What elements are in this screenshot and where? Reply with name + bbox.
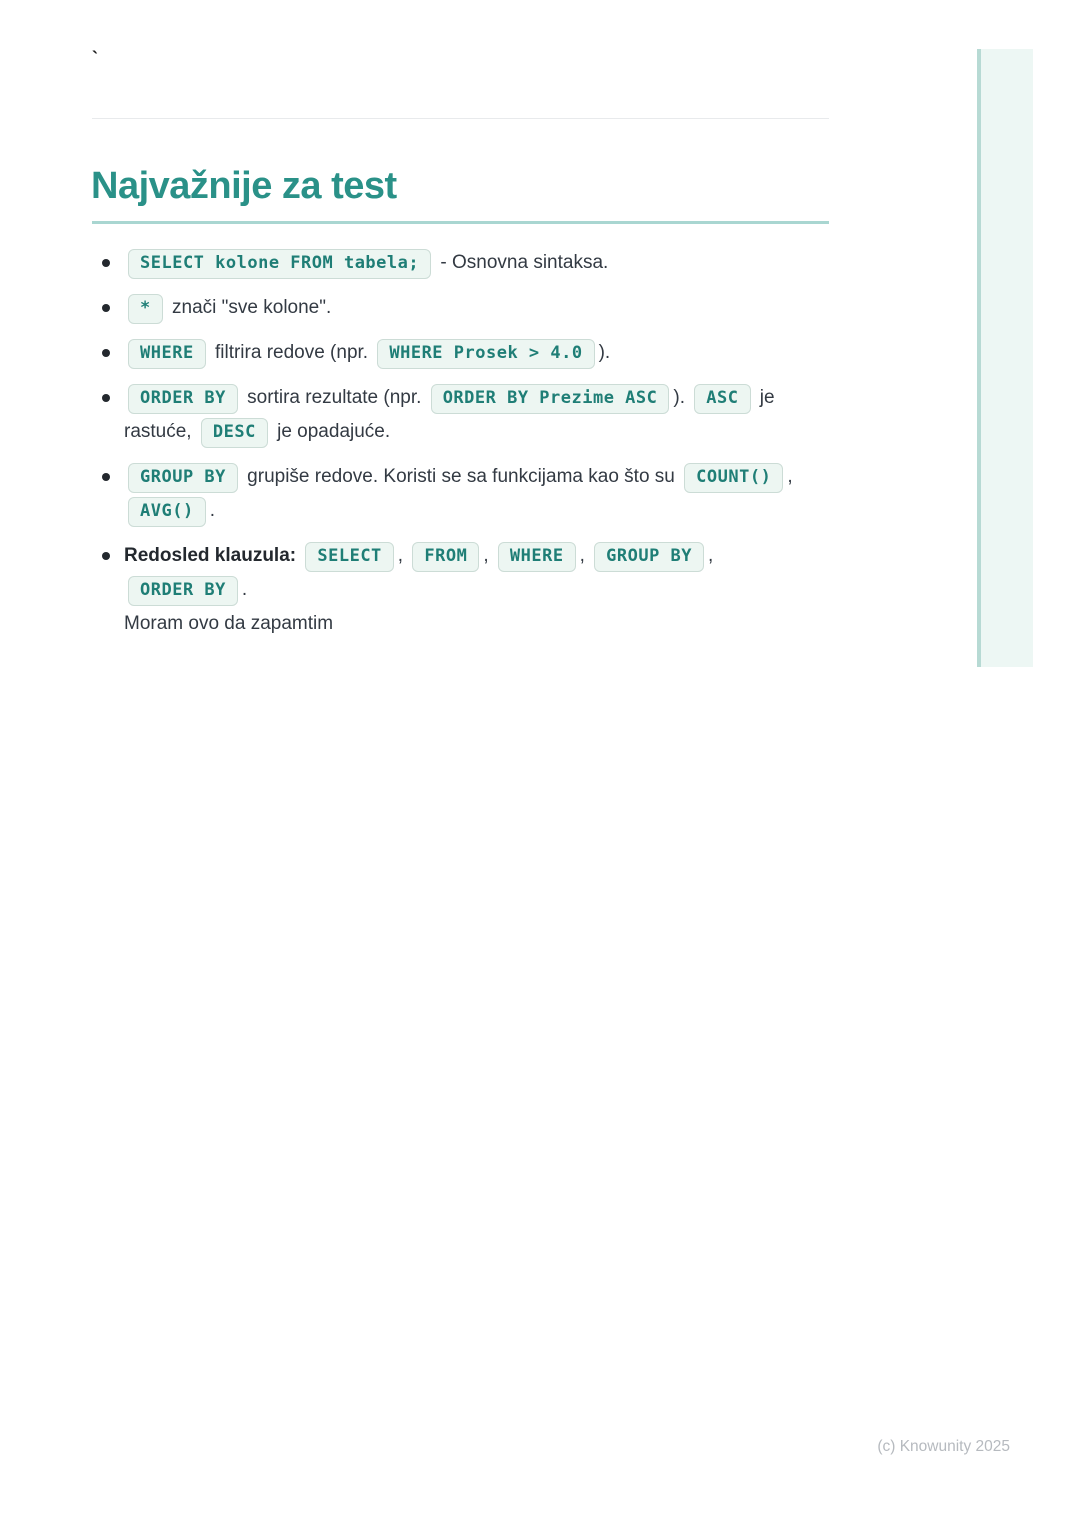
bullet-text: , bbox=[787, 466, 793, 487]
list-item bbox=[92, 381, 804, 449]
code-chip: GROUP BY bbox=[128, 463, 238, 493]
code-chip: SELECT kolone FROM tabela; bbox=[128, 249, 431, 279]
bullet-text: - Osnovna sintaksa. bbox=[435, 252, 609, 273]
bullet-text: . bbox=[209, 500, 215, 521]
page-edge-strip bbox=[977, 49, 1033, 667]
bullet-text: , bbox=[579, 545, 591, 566]
code-chip: * bbox=[128, 294, 163, 324]
list-item bbox=[92, 460, 804, 528]
code-chip: SELECT bbox=[305, 542, 393, 572]
bullet-list bbox=[92, 246, 804, 652]
list-item bbox=[92, 246, 804, 280]
code-chip: DESC bbox=[201, 418, 268, 448]
bullet-text: , bbox=[397, 545, 409, 566]
bullet-text: ). bbox=[673, 387, 691, 408]
bullet-text: ). bbox=[598, 342, 611, 363]
code-chip: ORDER BY bbox=[128, 384, 238, 414]
bullet-text: filtrira redove (npr. bbox=[209, 342, 374, 363]
heading-underline bbox=[92, 221, 829, 224]
code-chip: COUNT() bbox=[684, 463, 783, 493]
code-chip: GROUP BY bbox=[594, 542, 704, 572]
list-item bbox=[92, 336, 804, 370]
bullet-text: znači "sve kolone". bbox=[166, 297, 332, 318]
bullet-text: grupiše redove. Koristi se sa funkcijama kao što su bbox=[241, 466, 681, 487]
stray-backtick-text: ` bbox=[92, 48, 98, 68]
bullet-text: sortira rezultate (npr. bbox=[241, 387, 427, 408]
list-item bbox=[92, 539, 804, 641]
bullet-text: Moram ovo da zapamtim bbox=[124, 613, 334, 634]
code-chip: WHERE bbox=[498, 542, 576, 572]
code-chip: ORDER BY Prezime ASC bbox=[431, 384, 670, 414]
bullet-text: je opadajuće. bbox=[271, 421, 391, 442]
top-divider bbox=[92, 118, 829, 119]
page-title: Najvažnije za test bbox=[91, 165, 397, 207]
code-chip: WHERE bbox=[128, 339, 206, 369]
code-chip: ORDER BY bbox=[128, 576, 238, 606]
code-chip: AVG() bbox=[128, 497, 206, 527]
list-item bbox=[92, 291, 804, 325]
code-chip: ASC bbox=[694, 384, 750, 414]
bullet-text: Redosled klauzula: bbox=[124, 545, 302, 566]
bullet-text: je rastuće, bbox=[124, 387, 775, 442]
bullet-text: , bbox=[483, 545, 494, 566]
bullet-text: . bbox=[241, 579, 248, 600]
code-chip: WHERE Prosek > 4.0 bbox=[377, 339, 594, 369]
bullet-text: , bbox=[708, 545, 714, 566]
code-chip: FROM bbox=[412, 542, 479, 572]
footer-copyright: (c) Knowunity 2025 bbox=[877, 1438, 1010, 1455]
